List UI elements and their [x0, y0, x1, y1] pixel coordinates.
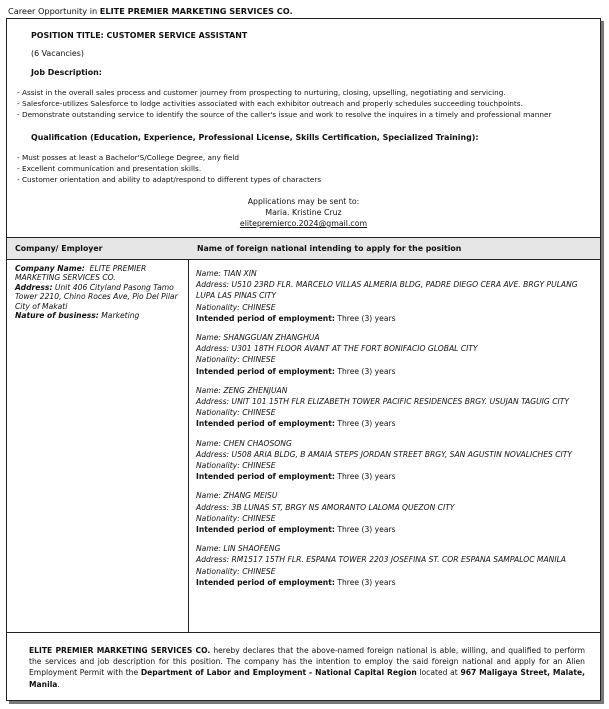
period-value: Three (3) years	[337, 419, 396, 429]
period-value: Three (3) years	[337, 577, 396, 587]
national-nationality: Nationality: CHINESE	[196, 355, 276, 365]
declaration-company: ELITE PREMIER MARKETING SERVICES CO.	[29, 646, 211, 655]
qualification-item: - Customer orientation and ability to adapt/respond to different types of characters	[17, 174, 321, 185]
national-name: Name: TIAN XIN	[196, 269, 257, 278]
national-address: Address: UNIT 101 15TH FLR ELIZABETH TOWER PACIFIC RESIDENCES BRGY. USUJAN TAGUIG CITY	[196, 397, 570, 407]
foreign-national-entry	[196, 268, 596, 324]
national-name: Name: SHANGGUAN ZHANGHUA	[196, 333, 320, 343]
foreign-national-entry	[196, 490, 596, 535]
foreign-nationals-list	[196, 268, 596, 596]
national-nationality: Nationality: CHINESE	[196, 513, 276, 523]
period-label: Intended period of employment:	[196, 366, 335, 376]
contact-name: Maria. Kristine Cruz	[265, 208, 342, 217]
page-header	[8, 6, 293, 16]
employment-period	[196, 471, 596, 482]
national-name: Name: ZHANG MEISU	[196, 491, 278, 501]
employment-period	[196, 418, 596, 429]
declaration-end: .	[57, 679, 60, 689]
company-name-label: Company Name:	[15, 264, 85, 273]
qualification-item: - Must posses at least a Bachelor'S/College Degree, any field	[17, 152, 321, 163]
contact-email-link[interactable]: elitepremierco.2024@gmail.com	[239, 219, 368, 228]
period-label: Intended period of employment:	[196, 577, 335, 587]
national-address: Address: U301 18TH FLOOR AVANT AT THE FORT BONIFACIO GLOBAL CITY	[196, 344, 478, 354]
national-address: Address: RM1517 15TH FLR. ESPANA TOWER 2203 JOSEFINA ST. COR ESPANA SAMPALOC MANILA	[196, 555, 566, 565]
national-nationality: Nationality: CHINESE	[196, 566, 276, 576]
foreign-national-entry	[196, 438, 596, 483]
period-value: Three (3) years	[337, 525, 396, 535]
employment-period	[196, 524, 596, 535]
national-address: Address: U510 23RD FLR. MARCELO VILLAS ALMERIA BLDG, PADRE DIEGO CERA AVE. BRGY PULANG LUPA LAS PINAS CITY	[196, 280, 578, 301]
job-posting-frame	[6, 18, 601, 701]
employment-period	[196, 313, 596, 324]
column-header-employer: Company/ Employer	[7, 238, 189, 260]
foreign-national-entry	[196, 332, 596, 377]
qualification-list	[17, 152, 321, 185]
column-divider	[188, 238, 189, 632]
declaration-location: 967 Maligaya Street, Malate, Manila	[29, 668, 586, 689]
column-header-foreign-national: Name of foreign national intending to apply for the position	[189, 238, 600, 260]
job-description-item: - Assist in the overall sales process and customer journey from prospecting to nurturing, closing, upselling, negotiating and servicing.	[17, 87, 551, 98]
employer-details	[15, 264, 187, 320]
period-label: Intended period of employment:	[196, 472, 335, 482]
vacancies: (6 Vacancies)	[31, 49, 84, 58]
period-value: Three (3) years	[337, 313, 396, 323]
position-title: POSITION TITLE: CUSTOMER SERVICE ASSISTANT	[31, 31, 248, 40]
applications-label: Applications may be sent to:	[247, 197, 360, 206]
job-description-list	[17, 87, 551, 120]
company-address-label: Address:	[15, 282, 53, 292]
company-address: Unit 406 Cityland Pasong Tamo Tower 2210, Chino Roces Ave, Pio Del Pilar City of Makati	[15, 282, 178, 311]
declaration-text-2: located at	[416, 668, 461, 678]
business-label: Nature of business:	[15, 311, 99, 321]
period-label: Intended period of employment:	[196, 525, 335, 535]
period-value: Three (3) years	[337, 472, 396, 482]
company-name: ELITE PREMIER MARKETING SERVICES CO.	[15, 264, 147, 283]
national-address: Address: 3B LUNAS ST, BRGY NS AMORANTO LALOMA QUEZON CITY	[196, 502, 455, 512]
qualification-heading: Qualification (Education, Experience, Professional License, Skills Certification, Specialized Training):	[31, 133, 479, 142]
national-name: Name: CHEN CHAOSONG	[196, 438, 292, 448]
applications-contact	[7, 196, 600, 229]
national-address: Address: U508 ARIA BLDG, B AMAIA STEPS JORDAN STREET BRGY, SAN AGUSTIN NOVALICHES CITY	[196, 449, 573, 459]
period-value: Three (3) years	[337, 366, 396, 376]
declaration-department: Department of Labor and Employment - National Capital Region	[140, 668, 417, 678]
declaration-text-1: hereby declares that the above-named foreign national is able, willing, and qualified to perform the services and job description for this position. The company has the intention to employ the said foreign national and apply for an Alien Employment Permit with the	[29, 646, 585, 678]
employment-period	[196, 577, 596, 588]
job-description-heading: Job Description:	[31, 68, 102, 77]
national-nationality: Nationality: CHINESE	[196, 461, 276, 471]
national-nationality: Nationality: CHINESE	[196, 408, 276, 418]
period-label: Intended period of employment:	[196, 313, 335, 323]
declaration-paragraph	[29, 645, 585, 690]
national-nationality: Nationality: CHINESE	[196, 302, 276, 312]
national-name: Name: LIN SHAOFENG	[196, 544, 281, 554]
employment-period	[196, 366, 596, 377]
job-description-item: - Salesforce-utilizes Salesforce to lodge activities associated with each exhibitor outreach and properly schedules succeeding touchpoints.	[17, 98, 551, 109]
position-section	[7, 19, 600, 237]
foreign-national-entry	[196, 543, 596, 588]
foreign-national-entry	[196, 385, 596, 430]
job-description-item: - Demonstrate outstanding service to identify the source of the caller's issue and work to resolve the inquires in a timely and professional manner	[17, 109, 551, 120]
header-prefix: Career Opportunity in	[8, 6, 100, 16]
qualification-item: - Excellent communication and presentation skills.	[17, 163, 321, 174]
business-type: Marketing	[101, 311, 140, 321]
period-label: Intended period of employment:	[196, 419, 335, 429]
national-name: Name: ZENG ZHENJUAN	[196, 385, 288, 395]
employer-table	[7, 237, 600, 633]
header-company: ELITE PREMIER MARKETING SERVICES CO.	[99, 6, 293, 16]
